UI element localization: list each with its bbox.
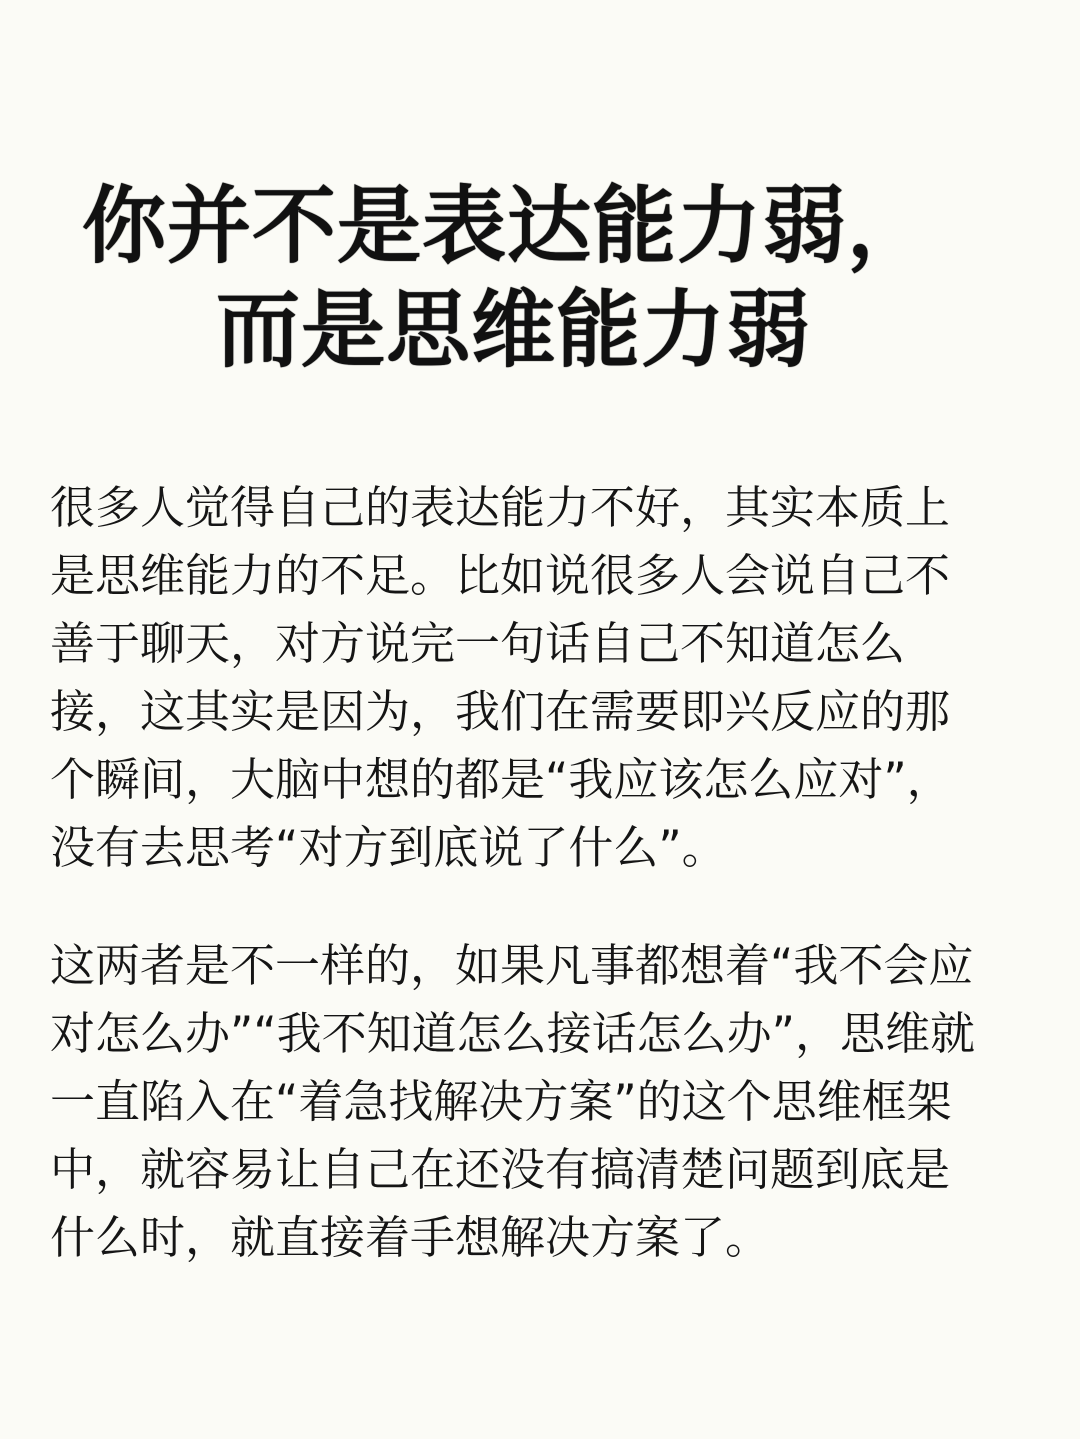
paragraph-2 [50,932,1040,1272]
paragraph-line: 这两者是不一样的，如果凡事都想着“我不会应 [50,939,974,992]
title-line-2: 而是思维能力弱 [216,281,812,379]
paragraph-line: 是思维能力的不足。比如说很多人会说自己不 [50,549,951,602]
paragraph-line: 个瞬间，大脑中想的都是“我应该怎么应对”， [50,753,952,806]
paragraph-line: 很多人觉得自己的表达能力不好，其实本质上 [50,481,951,534]
paragraph-line: 接，这其实是因为，我们在需要即兴反应的那 [50,685,951,738]
paragraph-line: 善于聊天，对方说完一句话自己不知道怎么 [50,617,906,670]
paragraph-line: 一直陷入在“着急找解决方案”的这个思维框架 [50,1075,952,1128]
paragraph-line: 什么时，就直接着手想解决方案了。 [50,1211,771,1264]
page-title [0,174,1080,382]
paragraph-line: 中，就容易让自己在还没有搞清楚问题到底是 [50,1143,951,1196]
paragraph-line: 对怎么办”“我不知道怎么接话怎么办”，思维就 [50,1007,975,1060]
paragraph-line: 没有去思考“对方到底说了什么”。 [50,821,727,874]
title-line-1: 你并不是表达能力弱， [82,177,933,275]
paragraph-1 [50,474,1040,882]
